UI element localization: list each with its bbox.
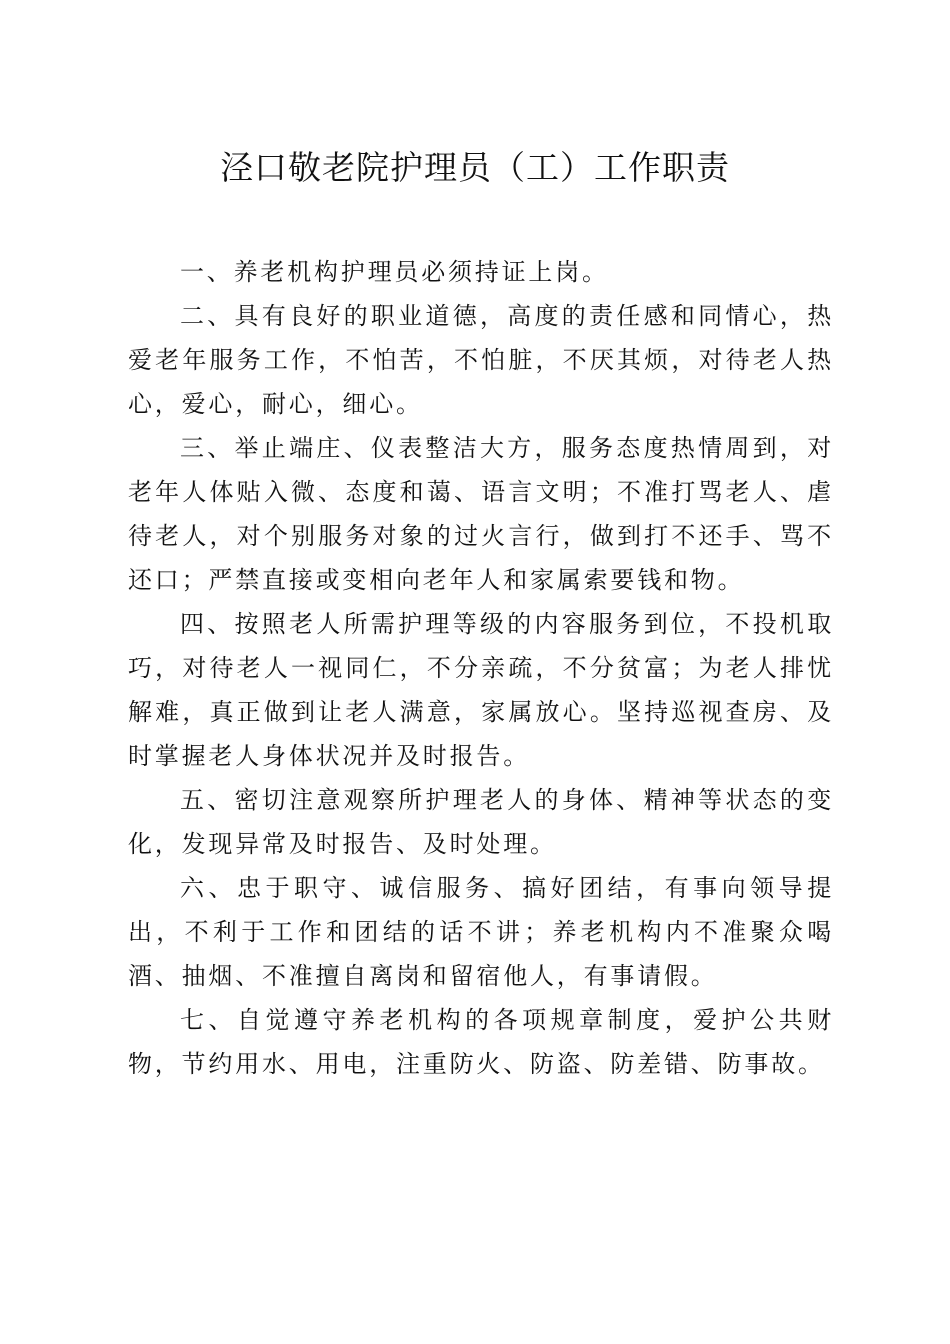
document-title: 泾口敬老院护理员（工）工作职责	[220, 148, 730, 187]
paragraph-3: 三、举止端庄、仪表整洁大方，服务态度热情周到，对老年人体贴入微、态度和蔼、语言文明；不准打骂老人、虐待老人，对个别服务对象的过火言行，做到打不还手、骂不还口；严禁直接或变相向老年人和家属索要钱和物。	[128, 434, 834, 594]
paragraph-2: 二、具有良好的职业道德，高度的责任感和同情心，热爱老年服务工作，不怕苦，不怕脏，不厌其烦，对待老人热心，爱心，耐心，细心。	[128, 302, 834, 418]
paragraph-6: 六、忠于职守、诚信服务、搞好团结，有事向领导提出，不利于工作和团结的话不讲；养老机构内不准聚众喝酒、抽烟、不准擅自离岗和留宿他人，有事请假。	[128, 874, 834, 990]
paragraph-1: 一、养老机构护理员必须持证上岗。	[180, 258, 609, 286]
document-body	[128, 250, 834, 1086]
paragraph-7: 七、自觉遵守养老机构的各项规章制度，爱护公共财物，节约用水、用电，注重防火、防盗、防差错、防事故。	[128, 1006, 834, 1078]
paragraph-4: 四、按照老人所需护理等级的内容服务到位，不投机取巧，对待老人一视同仁，不分亲疏，不分贫富；为老人排忧解难，真正做到让老人满意，家属放心。坚持巡视查房、及时掌握老人身体状况并及时报告。	[128, 610, 834, 770]
paragraph-5: 五、密切注意观察所护理老人的身体、精神等状态的变化，发现异常及时报告、及时处理。	[128, 786, 834, 858]
